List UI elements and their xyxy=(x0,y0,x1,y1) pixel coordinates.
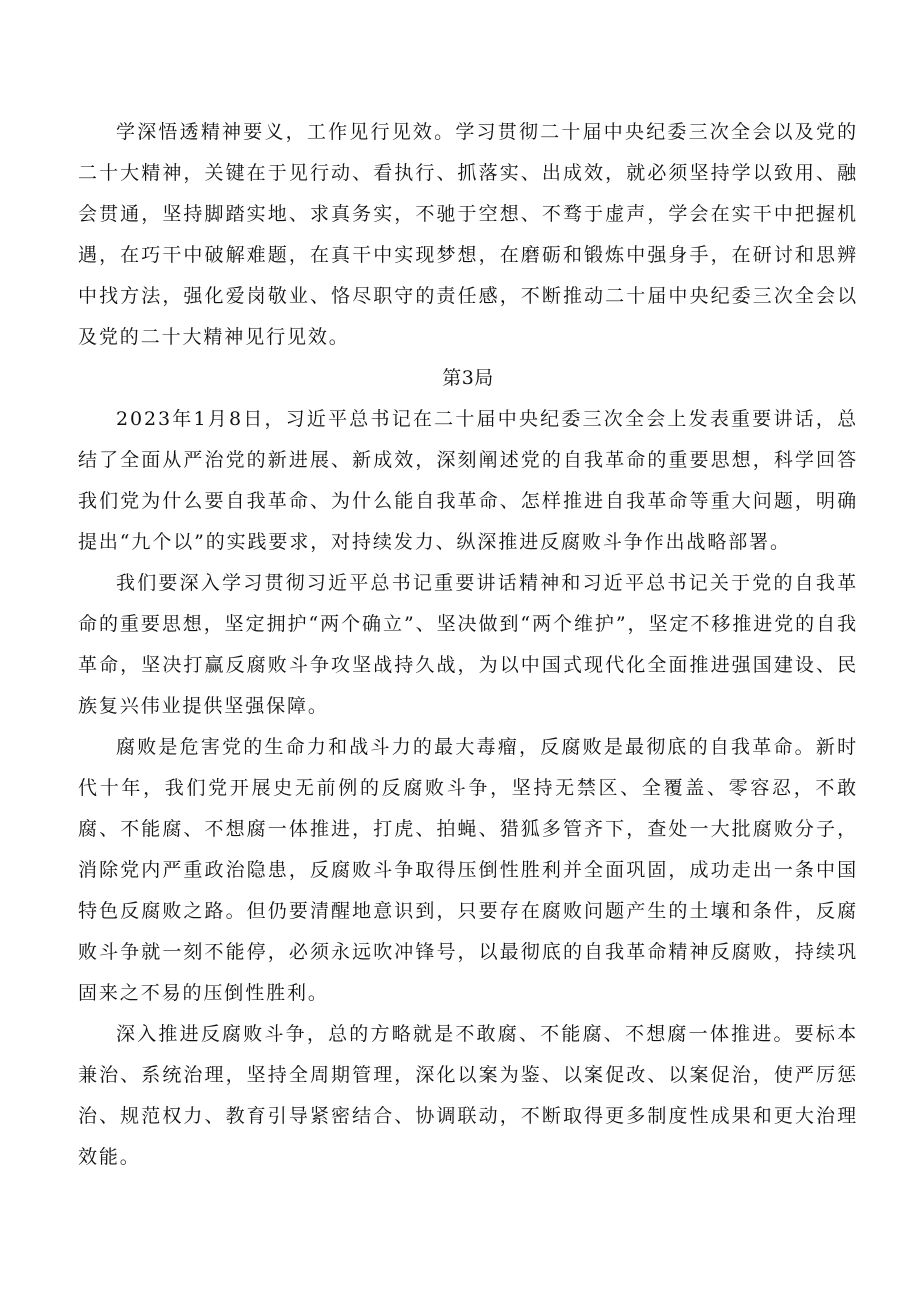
document-body xyxy=(78,112,858,1178)
paragraph-1: 2023年1月8日，习近平总书记在二十届中央纪委三次全会上发表重要讲话，总结了全面从严治党的新进展、新成效，深刻阐述党的自我革命的重要思想，科学回答我们党为什么要自我革命、为什么能自我革命、怎样推进自我革命等重大问题，明确提出“九个以”的实践要求，对持续发力、纵深推进反腐败斗争作出战略部署。 xyxy=(78,408,858,553)
section-heading: 第3局 xyxy=(442,367,494,389)
paragraph-4: 深入推进反腐败斗争，总的方略就是不敢腐、不能腐、不想腐一体推进。要标本兼治、系统治理，坚持全周期管理，深化以案为鉴、以案促改、以案促治，使严厉惩治、规范权力、教育引导紧密结合、协调联动，不断取得更多制度性成果和更大治理效能。 xyxy=(78,1023,858,1168)
paragraph-3: 腐败是危害党的生命力和战斗力的最大毒瘤，反腐败是最彻底的自我革命。新时代十年，我们党开展史无前例的反腐败斗争，坚持无禁区、全覆盖、零容忍，不敢腐、不能腐、不想腐一体推进，打虎、拍蝇、猎狐多管齐下，查处一大批腐败分子，消除党内严重政治隐患，反腐败斗争取得压倒性胜利并全面巩固，成功走出一条中国特色反腐败之路。但仍要清醒地意识到，只要存在腐败问题产生的土壤和条件，反腐败斗争就一刻不能停，必须永远吹冲锋号，以最彻底的自我革命精神反腐败，持续巩固来之不易的压倒性胜利。 xyxy=(78,736,858,1004)
paragraph-2: 我们要深入学习贯彻习近平总书记重要讲话精神和习近平总书记关于党的自我革命的重要思想，坚定拥护“两个确立”、坚决做到“两个维护”，坚定不移推进党的自我革命，坚决打赢反腐败斗争攻坚战持久战，为以中国式现代化全面推进强国建设、民族复兴伟业提供坚强保障。 xyxy=(78,572,858,717)
intro-paragraph: 学深悟透精神要义，工作见行见效。学习贯彻二十届中央纪委三次全会以及党的二十大精神，关键在于见行动、看执行、抓落实、出成效，就必须坚持学以致用、融会贯通，坚持脚踏实地、求真务实，不驰于空想、不骛于虚声，学会在实干中把握机遇，在巧干中破解难题，在真干中实现梦想，在磨砺和锻炼中强身手，在研讨和思辨中找方法，强化爱岗敬业、恪尽职守的责任感，不断推动二十届中央纪委三次全会以及党的二十大精神见行见效。 xyxy=(78,121,858,348)
